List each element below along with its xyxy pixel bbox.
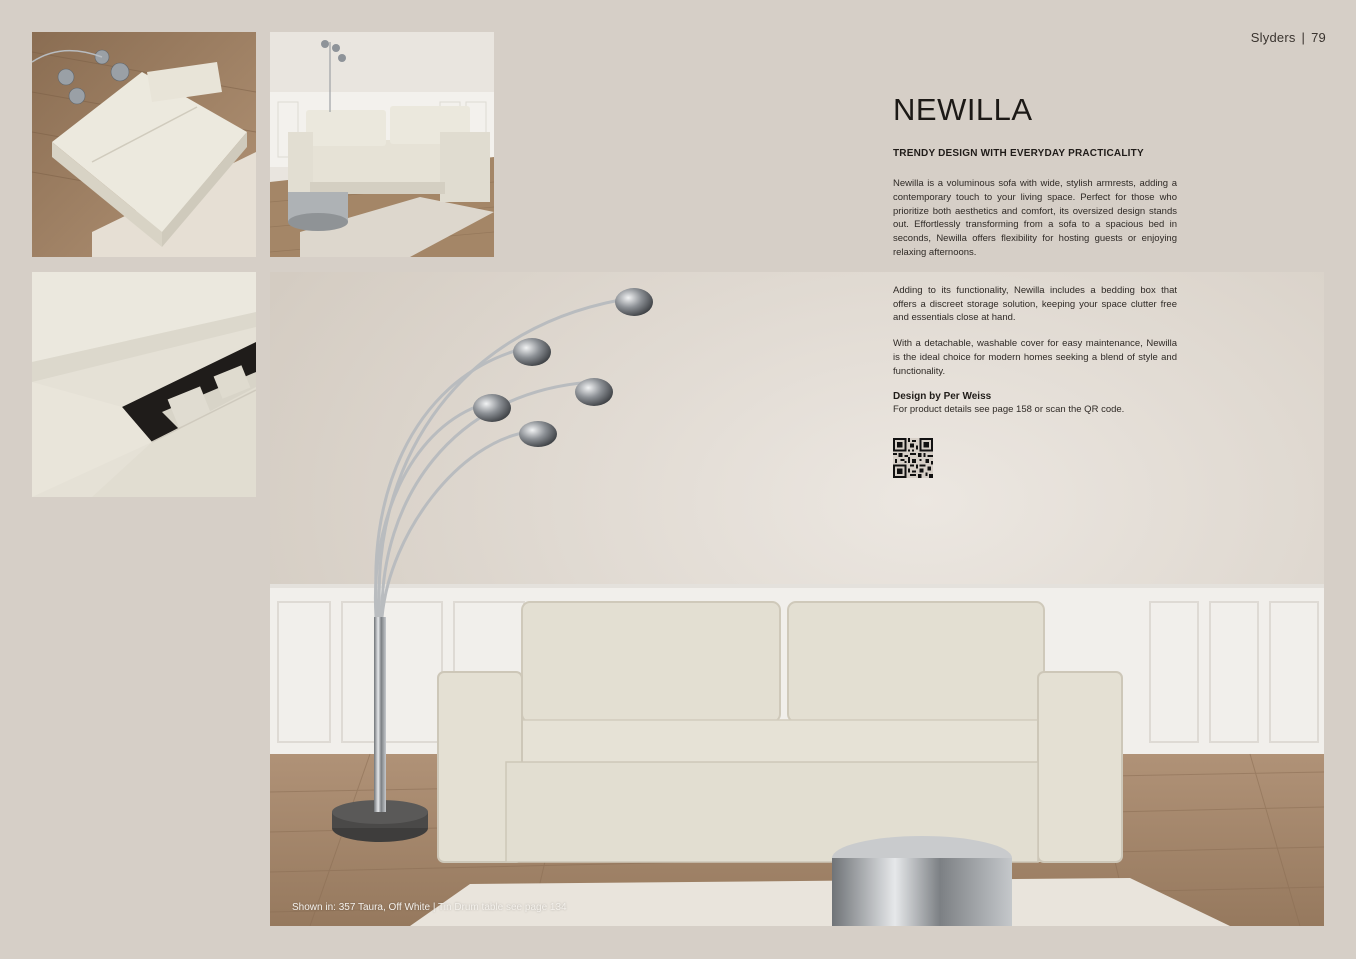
page-header bbox=[1251, 30, 1326, 45]
product-copy bbox=[893, 92, 1177, 478]
product-details-reference: For product details see page 158 or scan the QR code. bbox=[893, 403, 1125, 415]
thumbnail-sofa-room bbox=[270, 32, 494, 257]
designer-credit: Design by Per Weiss bbox=[893, 390, 992, 402]
header-separator: | bbox=[1301, 30, 1306, 45]
hero-caption: Shown in: 357 Taura, Off White | Tin Drum table see page 134 bbox=[292, 902, 567, 913]
brand-name: Slyders bbox=[1250, 30, 1296, 45]
page-number: 79 bbox=[1311, 30, 1326, 45]
paragraph-intro: Newilla is a voluminous sofa with wide, stylish armrests, adding a contemporary touch to your living space. Perfect for those who prioritize both aesthetics and comfort, its oversized design stands out. Effortlessly transforming from a sofa to a spacious bed in seconds, Newilla offers flexibility for hosting guests or enjoying relaxing afternoons. bbox=[893, 178, 1177, 258]
product-title: NEWILLA bbox=[893, 92, 1033, 127]
qr-code-icon[interactable] bbox=[893, 438, 933, 478]
thumbnail-sofa-bed-open bbox=[32, 32, 256, 257]
paragraph-storage: Adding to its functionality, Newilla includes a bedding box that offers a discreet storage solution, keeping your space clutter free and essentials close at hand. bbox=[893, 284, 1177, 324]
thumbnail-storage-box-detail bbox=[32, 272, 256, 497]
paragraph-cover: With a detachable, washable cover for easy maintenance, Newilla is the ideal choice for modern homes seeking a blend of style and functionality. bbox=[893, 338, 1177, 377]
product-subtitle: TRENDY DESIGN WITH EVERYDAY PRACTICALITY bbox=[893, 148, 1144, 159]
